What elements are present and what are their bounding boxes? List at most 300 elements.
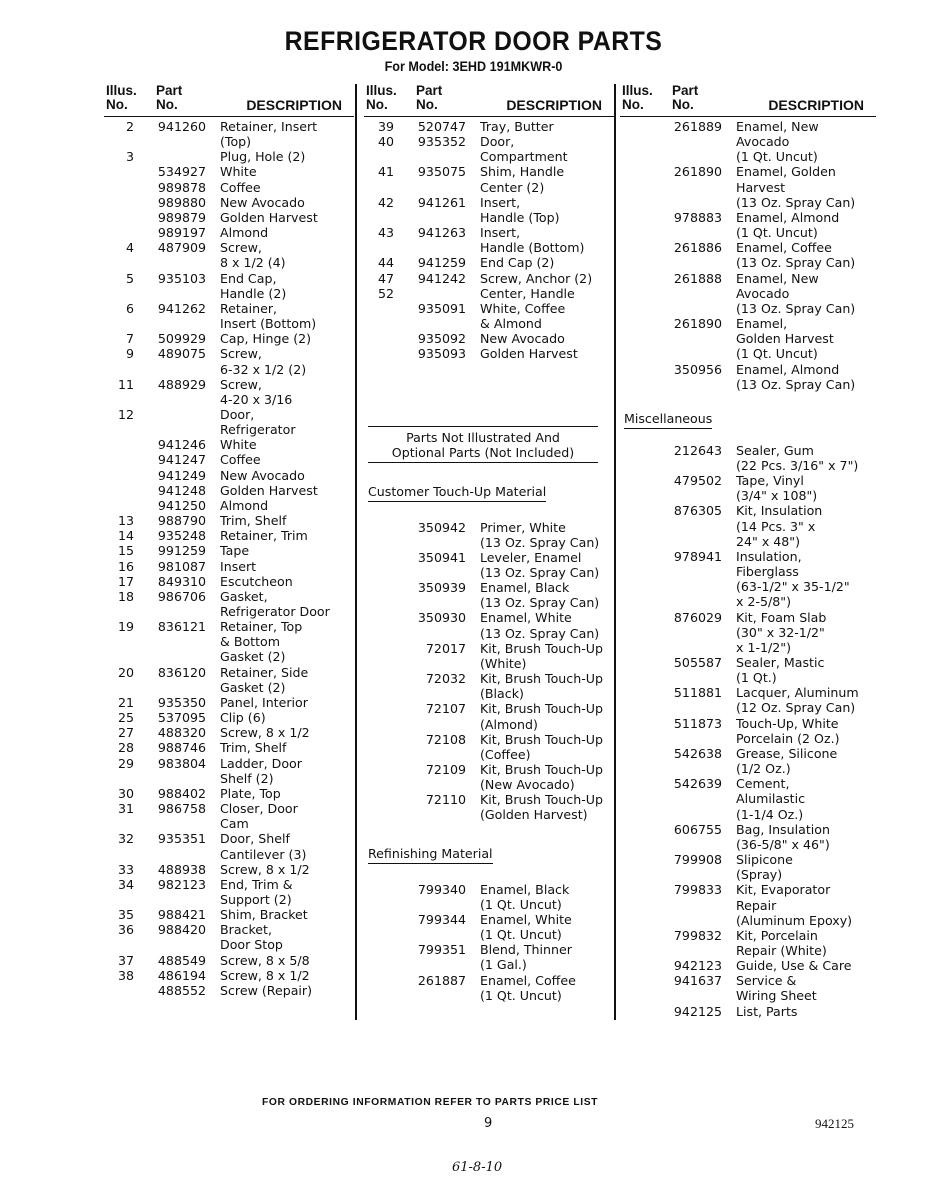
illus-number — [364, 912, 394, 942]
illus-number — [364, 973, 394, 1003]
part-description — [722, 610, 876, 655]
description-line: Golden Harvest — [480, 346, 578, 362]
description-line: Kit, Brush Touch-Up — [480, 701, 603, 717]
part-number: 836120 — [157, 664, 206, 680]
part-description — [206, 240, 354, 270]
description-line: Blend, Thinner — [480, 942, 572, 958]
description-line: (13 Oz. Spray Can) — [736, 300, 856, 316]
part-number: 935352 — [417, 134, 466, 150]
description-line: (Black) — [480, 686, 524, 702]
part-description — [206, 559, 354, 574]
part-number: 935351 — [157, 831, 206, 847]
illus-number: 13 — [117, 513, 134, 529]
part-row — [364, 520, 614, 550]
illus-number — [364, 331, 394, 346]
description-line: 4-20 x 3/16 — [220, 391, 293, 407]
illus-number — [104, 210, 134, 225]
part-description — [206, 331, 354, 346]
part-number: 981087 — [157, 558, 206, 574]
description-line: Service & — [736, 973, 797, 989]
description-line: Golden Harvest — [220, 482, 318, 498]
description-line: Shim, Handle — [480, 164, 565, 180]
part-row — [364, 164, 614, 194]
illus-number — [620, 164, 650, 209]
part-number: 511881 — [673, 685, 722, 701]
part-description — [466, 225, 614, 255]
description-line: Handle (2) — [220, 285, 287, 301]
part-row — [104, 877, 354, 907]
description-line: Closer, Door — [220, 801, 298, 817]
part-number: 350930 — [417, 610, 466, 626]
part-description — [206, 119, 354, 149]
part-number: 606755 — [673, 821, 722, 837]
description-line: (14 Pcs. 3" x — [736, 518, 816, 534]
description-line: Handle (Top) — [480, 209, 560, 225]
part-description — [722, 240, 876, 270]
part-description — [466, 271, 614, 286]
part-row — [620, 210, 876, 240]
illus-number — [620, 443, 650, 473]
part-number: 978883 — [673, 209, 722, 225]
part-description — [466, 286, 614, 301]
description-line: (13 Oz. Spray Can) — [480, 595, 600, 611]
not-illustrated-heading: Parts Not Illustrated And Optional Parts (Not Included) — [368, 426, 598, 463]
description-line: (30" x 32-1/2" — [736, 624, 825, 640]
part-number: 489075 — [157, 346, 206, 362]
description-line: (1 Gal.) — [480, 957, 527, 973]
part-description — [722, 1004, 876, 1019]
illus-number: 12 — [117, 406, 134, 422]
part-number: 989880 — [157, 194, 206, 210]
description-line: Fiberglass — [736, 564, 799, 580]
part-description — [206, 877, 354, 907]
illus-number — [620, 503, 650, 548]
illus-number — [364, 580, 394, 610]
illus-number — [620, 746, 650, 776]
part-number: 941242 — [417, 270, 466, 286]
part-description — [466, 942, 614, 972]
part-row — [620, 973, 876, 1003]
description-line: Support (2) — [220, 891, 292, 907]
part-description — [206, 695, 354, 710]
description-line: Kit, Evaporator — [736, 882, 831, 898]
description-line: (New Avocado) — [480, 777, 575, 793]
illus-number: 34 — [117, 876, 134, 892]
description-line: Repair (White) — [736, 942, 827, 958]
illus-number: 7 — [125, 331, 134, 347]
part-number: 799908 — [673, 852, 722, 868]
part-description — [206, 589, 354, 619]
description-line: White — [220, 164, 257, 180]
part-description — [206, 862, 354, 877]
description-line: Primer, White — [480, 519, 566, 535]
part-row — [104, 862, 354, 877]
column-header: Illus. No. Part No. DESCRIPTION — [104, 84, 354, 117]
part-description — [466, 701, 614, 731]
description-line: Porcelain (2 Oz.) — [736, 730, 840, 746]
column-header: Illus. No. Part No. DESCRIPTION — [364, 84, 614, 117]
part-description — [722, 503, 876, 548]
illus-number — [620, 776, 650, 821]
description-line: (Coffee) — [480, 746, 531, 762]
column-header: Illus. No. Part No. DESCRIPTION — [620, 84, 876, 117]
illus-number: 41 — [377, 164, 394, 180]
part-description — [466, 882, 614, 912]
description-line: Retainer, Trim — [220, 528, 308, 544]
part-row — [104, 953, 354, 968]
description-line: (1 Qt.) — [736, 670, 777, 686]
parts-list — [620, 119, 876, 392]
part-number: 942123 — [673, 958, 722, 974]
illus-number — [620, 852, 650, 882]
part-number: 505587 — [673, 655, 722, 670]
part-description — [466, 346, 614, 361]
part-row — [104, 543, 354, 558]
illus-number: 32 — [117, 831, 134, 847]
description-line: Wiring Sheet — [736, 988, 817, 1004]
part-number: 935075 — [417, 164, 466, 180]
part-row — [620, 776, 876, 821]
description-line: New Avocado — [220, 194, 305, 210]
part-number: 511873 — [673, 715, 722, 731]
part-number: 941246 — [157, 437, 206, 453]
illus-number: 33 — [117, 861, 134, 877]
part-number: 988746 — [157, 740, 206, 756]
description-line: Ladder, Door — [220, 755, 302, 771]
illus-number — [104, 468, 134, 483]
part-row — [104, 725, 354, 740]
description-line: Shim, Bracket — [220, 907, 308, 923]
illus-number: 21 — [117, 694, 134, 710]
description-line: (22 Pcs. 3/16" x 7") — [736, 457, 859, 473]
part-description — [206, 271, 354, 301]
description-line: New Avocado — [220, 467, 305, 483]
part-number: 509929 — [157, 331, 206, 347]
part-description — [206, 210, 354, 225]
part-number: 72032 — [425, 671, 466, 687]
part-number: 941259 — [417, 255, 466, 271]
part-row — [620, 443, 876, 473]
description-line: (1 Qt. Uncut) — [480, 927, 562, 943]
description-line: Trim, Shelf — [220, 740, 287, 756]
description-line: Door, Shelf — [220, 831, 290, 847]
description-line: Door Stop — [220, 937, 283, 953]
description-line: (White) — [480, 655, 527, 671]
part-row — [364, 973, 614, 1003]
illus-number — [104, 437, 134, 452]
illus-number — [104, 483, 134, 498]
illus-number: 42 — [377, 194, 394, 210]
part-row — [104, 801, 354, 831]
description-header: DESCRIPTION — [768, 97, 864, 113]
illus-number — [104, 225, 134, 240]
miscellaneous-list — [620, 443, 876, 1019]
description-header: DESCRIPTION — [246, 97, 342, 113]
illus-number — [620, 271, 650, 316]
part-number: 799344 — [417, 911, 466, 927]
part-row — [364, 942, 614, 972]
part-number: 876305 — [673, 503, 722, 519]
part-number: 350939 — [417, 580, 466, 596]
part-number: 941260 — [157, 119, 206, 134]
part-number: 849310 — [157, 573, 206, 589]
illus-number: 19 — [117, 619, 134, 635]
part-row — [620, 549, 876, 610]
part-number: 261889 — [673, 119, 722, 134]
part-number: 487909 — [157, 240, 206, 256]
illus-number — [364, 301, 394, 331]
part-number: 261890 — [673, 316, 722, 332]
part-description — [206, 983, 354, 998]
column-divider-2 — [614, 84, 616, 1020]
illus-number: 14 — [117, 528, 134, 544]
illus-number — [620, 958, 650, 973]
part-row — [620, 655, 876, 685]
description-line: Kit, Brush Touch-Up — [480, 671, 603, 687]
part-row — [364, 550, 614, 580]
description-line: Screw, 8 x 1/2 — [220, 725, 310, 741]
description-line: Almond — [220, 225, 269, 241]
description-line: (1 Qt. Uncut) — [736, 346, 818, 362]
part-description — [206, 483, 354, 498]
description-line: Center, Handle — [480, 285, 575, 301]
part-description — [206, 740, 354, 755]
illus-number: 20 — [117, 664, 134, 680]
part-row — [364, 301, 614, 331]
part-description — [206, 922, 354, 952]
description-line: Enamel, Golden — [736, 164, 836, 180]
description-line: (3/4" x 108") — [736, 488, 818, 504]
description-line: (13 Oz. Spray Can) — [480, 564, 600, 580]
description-line: Screw, — [220, 346, 262, 362]
description-line: Enamel, Black — [480, 881, 570, 897]
part-number: 935248 — [157, 528, 206, 544]
part-row — [620, 473, 876, 503]
description-line: (12 Oz. Spray Can) — [736, 700, 856, 716]
description-line: Coffee — [220, 179, 261, 195]
description-line: Guide, Use & Care — [736, 958, 852, 974]
part-description — [206, 831, 354, 861]
part-description — [206, 710, 354, 725]
part-description — [206, 346, 354, 376]
description-line: Enamel, Black — [480, 580, 570, 596]
part-number: 486194 — [157, 967, 206, 983]
description-line: (13 Oz. Spray Can) — [736, 194, 856, 210]
description-line: (13 Oz. Spray Can) — [480, 534, 600, 550]
part-number: 989879 — [157, 209, 206, 225]
description-line: Retainer, Insert — [220, 119, 318, 134]
illus-number: 2 — [125, 119, 134, 134]
part-number: 488938 — [157, 861, 206, 877]
description-line: Kit, Foam Slab — [736, 609, 827, 625]
part-description — [466, 134, 614, 164]
description-line: Screw (Repair) — [220, 982, 313, 998]
description-line: List, Parts — [736, 1003, 798, 1019]
part-row — [620, 882, 876, 927]
part-number: 988402 — [157, 785, 206, 801]
part-row — [104, 225, 354, 240]
part-row — [364, 762, 614, 792]
illus-number: 17 — [117, 573, 134, 589]
illus-number: 18 — [117, 588, 134, 604]
description-line: Cap, Hinge (2) — [220, 331, 312, 347]
description-line: Harvest — [736, 179, 786, 195]
illus-number — [364, 942, 394, 972]
part-row — [364, 671, 614, 701]
part-number: 542639 — [673, 776, 722, 792]
illus-number: 47 — [377, 270, 394, 286]
description-line: x 1-1/2") — [736, 639, 791, 655]
illus-number: 25 — [117, 710, 134, 726]
illus-number: 9 — [125, 346, 134, 362]
parts-list — [364, 119, 614, 362]
part-description — [206, 725, 354, 740]
part-row — [104, 301, 354, 331]
description-line: Enamel, Almond — [736, 361, 840, 377]
description-line: Screw, — [220, 240, 262, 256]
description-line: Enamel, New — [736, 270, 819, 286]
description-line: (Spray) — [736, 867, 783, 883]
touchup-list — [364, 520, 614, 823]
part-number: 488320 — [157, 725, 206, 741]
page-title: REFRIGERATOR DOOR PARTS — [284, 26, 663, 56]
illus-number — [620, 549, 650, 610]
illus-number: 44 — [377, 255, 394, 271]
illus-number — [620, 1004, 650, 1019]
illus-number — [104, 452, 134, 467]
illus-number — [364, 671, 394, 701]
part-description — [722, 473, 876, 503]
description-line: Retainer, Top — [220, 619, 303, 635]
description-line: (1 Qt. Uncut) — [736, 225, 818, 241]
illus-number — [620, 655, 650, 685]
part-description — [466, 550, 614, 580]
part-description — [206, 907, 354, 922]
description-line: (63-1/2" x 35-1/2" — [736, 579, 850, 595]
illus-number — [364, 792, 394, 822]
illus-number — [364, 732, 394, 762]
part-description — [722, 164, 876, 209]
description-line: Retainer, — [220, 300, 277, 316]
part-description — [206, 149, 354, 164]
description-line: Touch-Up, White — [736, 715, 839, 731]
description-header: DESCRIPTION — [506, 97, 602, 113]
description-line: Sealer, Gum — [736, 442, 814, 458]
part-row — [620, 958, 876, 973]
refinishing-section-title: Refinishing Material — [368, 846, 493, 864]
part-number: 986706 — [157, 588, 206, 604]
illus-number — [620, 685, 650, 715]
part-row — [620, 746, 876, 776]
description-line: (Almond) — [480, 716, 538, 732]
handwritten-note: 61-8-10 — [452, 1160, 503, 1175]
part-description — [466, 580, 614, 610]
part-description — [206, 543, 354, 558]
description-line: Door, — [220, 406, 255, 422]
part-row — [104, 407, 354, 437]
part-number: 350941 — [417, 549, 466, 565]
part-number: 72017 — [425, 640, 466, 656]
description-line: End Cap (2) — [480, 255, 555, 271]
part-description — [206, 968, 354, 983]
part-number: 983804 — [157, 755, 206, 771]
part-description — [466, 762, 614, 792]
part-row — [104, 710, 354, 725]
illus-number — [364, 520, 394, 550]
illus-number: 29 — [117, 755, 134, 771]
description-line: Insert (Bottom) — [220, 316, 317, 332]
part-row — [364, 701, 614, 731]
part-description — [206, 377, 354, 407]
part-number: 261886 — [673, 240, 722, 256]
part-row — [620, 164, 876, 209]
part-description — [722, 119, 876, 164]
part-row — [104, 665, 354, 695]
description-line: Golden Harvest — [736, 331, 834, 347]
part-number — [134, 149, 206, 164]
description-line: Shelf (2) — [220, 770, 274, 786]
description-line: (1/2 Oz.) — [736, 761, 791, 777]
illus-header: Illus. — [106, 83, 137, 98]
miscellaneous-section-title: Miscellaneous — [624, 411, 712, 429]
part-row — [620, 271, 876, 316]
description-line: Screw, Anchor (2) — [480, 270, 593, 286]
description-line: Grease, Silicone — [736, 745, 838, 761]
part-description — [722, 973, 876, 1003]
illus-number — [620, 240, 650, 270]
illus-number — [620, 610, 650, 655]
part-row — [104, 164, 354, 179]
part-number: 941250 — [157, 497, 206, 513]
illus-number: 27 — [117, 725, 134, 741]
part-description — [206, 225, 354, 240]
description-line: (1 Qt. Uncut) — [480, 987, 562, 1003]
refinishing-list — [364, 882, 614, 1003]
part-description — [206, 953, 354, 968]
description-line: Panel, Interior — [220, 694, 308, 710]
part-row — [364, 882, 614, 912]
illus-number — [104, 498, 134, 513]
part-row — [104, 574, 354, 589]
part-description — [722, 716, 876, 746]
part-number: 72107 — [425, 701, 466, 717]
part-description — [466, 792, 614, 822]
part-row — [620, 362, 876, 392]
part-row — [104, 149, 354, 164]
description-line: (13 Oz. Spray Can) — [736, 255, 856, 271]
part-description — [466, 641, 614, 671]
description-line: Enamel, Coffee — [480, 972, 576, 988]
touchup-section-title: Customer Touch-Up Material — [368, 484, 546, 502]
illus-number — [364, 882, 394, 912]
illus-number — [620, 119, 650, 164]
part-row — [104, 195, 354, 210]
parts-column-2 — [364, 84, 614, 1003]
part-row — [364, 255, 614, 270]
description-line: Coffee — [220, 452, 261, 468]
illus-number — [364, 610, 394, 640]
part-number: 799351 — [417, 942, 466, 958]
part-row — [104, 619, 354, 664]
part-row — [104, 559, 354, 574]
illus-number — [620, 210, 650, 240]
part-description — [206, 301, 354, 331]
part-header: Part — [156, 83, 183, 98]
description-line: Tray, Butter — [480, 119, 554, 134]
part-row — [104, 831, 354, 861]
part-description — [206, 468, 354, 483]
description-line: 6-32 x 1/2 (2) — [220, 361, 307, 377]
